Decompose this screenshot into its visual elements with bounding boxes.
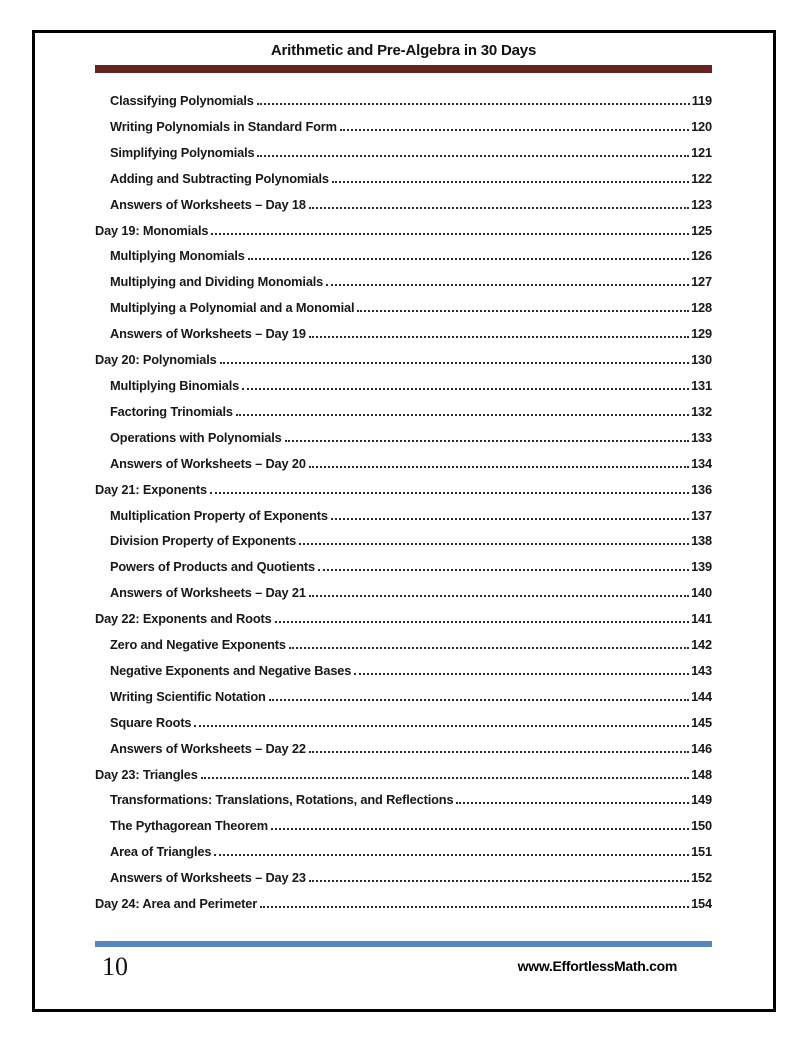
toc-leader-dots	[340, 129, 689, 131]
toc-entry	[95, 632, 712, 658]
toc-entry	[95, 373, 712, 399]
toc-leader-dots	[271, 828, 689, 830]
toc-entry	[95, 321, 712, 347]
toc-entry-label: Simplifying Polynomials	[110, 144, 255, 160]
toc-entry	[95, 399, 712, 425]
toc-entry	[95, 295, 712, 321]
toc-entry-label: Multiplying Binomials	[110, 377, 240, 393]
toc-entry	[95, 762, 712, 788]
toc-entry-page: 125	[691, 222, 712, 238]
toc-leader-dots	[456, 802, 689, 804]
toc-entry-page: 129	[691, 326, 712, 342]
toc-leader-dots	[332, 181, 689, 183]
toc-entry-page: 134	[691, 455, 712, 471]
toc-entry-page: 119	[691, 93, 712, 108]
toc-leader-dots	[299, 543, 689, 545]
toc-entry-label: Answers of Worksheets – Day 20	[110, 455, 306, 471]
toc-entry-label: Multiplying Monomials	[110, 248, 245, 264]
toc-entry-label: Day 19: Monomials	[95, 222, 209, 238]
toc-entry	[95, 243, 712, 269]
toc-entry-page: 149	[691, 792, 712, 808]
toc-leader-dots	[285, 440, 690, 442]
toc-entry-page: 131	[691, 377, 712, 393]
toc-leader-dots	[326, 284, 689, 286]
toc-leader-dots	[318, 569, 689, 571]
toc-leader-dots	[236, 414, 689, 416]
page-number: 10	[102, 952, 128, 981]
toc-entry	[95, 710, 712, 736]
toc-entry-label: Area of Triangles	[110, 844, 212, 860]
toc-entry-page: 133	[691, 429, 712, 445]
toc-entry-page: 145	[691, 714, 712, 730]
toc-entry	[95, 580, 712, 606]
toc-entry-label: Answers of Worksheets – Day 19	[110, 326, 306, 342]
toc-entry-label: Multiplying a Polynomial and a Monomial	[110, 300, 355, 316]
toc-entry-page: 136	[691, 481, 712, 497]
toc-leader-dots	[257, 103, 690, 105]
toc-entry-label: Powers of Products and Quotients	[110, 559, 315, 575]
toc-entry-label: Multiplying and Dividing Monomials	[110, 274, 324, 290]
toc-leader-dots	[309, 336, 689, 338]
toc-entry-label: Day 21: Exponents	[95, 481, 207, 497]
toc-entry	[95, 813, 712, 839]
toc-entry-label: Day 23: Triangles	[95, 766, 198, 782]
toc-entry-page: 139	[691, 559, 712, 575]
toc-entry	[95, 477, 712, 503]
toc-entry-label: Answers of Worksheets – Day 18	[110, 196, 306, 212]
toc-entry-label: The Pythagorean Theorem	[110, 818, 268, 834]
toc-entry-page: 150	[691, 818, 712, 834]
toc-entry	[95, 192, 712, 218]
toc-entry-label: Square Roots	[110, 714, 192, 730]
toc-entry-label: Answers of Worksheets – Day 23	[110, 870, 306, 886]
book-title: Arithmetic and Pre-Algebra in 30 Days	[270, 42, 537, 59]
toc-entry	[95, 658, 712, 684]
toc-leader-dots	[201, 777, 689, 779]
toc-leader-dots	[220, 362, 689, 364]
toc-entry-page: 143	[691, 662, 712, 678]
toc-leader-dots	[214, 854, 689, 856]
toc-leader-dots	[354, 673, 689, 675]
toc-entry	[95, 684, 712, 710]
toc-entry-page: 151	[691, 844, 712, 860]
footer-rule	[95, 941, 712, 947]
toc-entry-page: 154	[691, 896, 712, 912]
header-rule	[95, 65, 712, 73]
toc-entry-page: 141	[691, 611, 712, 627]
toc-leader-dots	[289, 647, 689, 649]
toc-entry	[95, 736, 712, 762]
toc-entry-label: Division Property of Exponents	[110, 533, 297, 549]
toc-entry	[95, 140, 712, 166]
toc-entry-page: 140	[691, 585, 712, 601]
toc-entry-page: 121	[691, 144, 712, 160]
toc-entry	[95, 606, 712, 632]
toc-entry	[95, 88, 712, 114]
toc-entry-label: Day 24: Area and Perimeter	[95, 896, 258, 912]
toc-entry-label: Classifying Polynomials	[110, 93, 254, 108]
page-content	[95, 33, 712, 1009]
page-footer	[95, 941, 712, 982]
toc-leader-dots	[309, 751, 689, 753]
toc-entry-label: Factoring Trinomials	[110, 403, 233, 419]
toc-entry	[95, 865, 712, 891]
toc-leader-dots	[309, 466, 689, 468]
toc-entry	[95, 269, 712, 295]
toc-entry-label: Day 22: Exponents and Roots	[95, 611, 272, 627]
toc-entry-label: Negative Exponents and Negative Bases	[110, 662, 352, 678]
toc-entry-page: 128	[691, 300, 712, 316]
website-text: www.EffortlessMath.com	[517, 958, 677, 974]
toc-leader-dots	[257, 155, 689, 157]
page-header	[95, 42, 712, 73]
toc-entry	[95, 503, 712, 529]
toc-entry	[95, 839, 712, 865]
toc-entry-label: Answers of Worksheets – Day 22	[110, 740, 306, 756]
toc-entry	[95, 891, 712, 917]
toc-entry-page: 120	[691, 118, 712, 134]
toc-entry-label: Transformations: Translations, Rotations, and Reflections	[110, 792, 454, 808]
toc-entry	[95, 554, 712, 580]
footer-row	[95, 952, 712, 982]
toc-leader-dots	[210, 492, 689, 494]
toc-entry	[95, 528, 712, 554]
toc-entry-page: 126	[691, 248, 712, 264]
toc-leader-dots	[331, 518, 689, 520]
toc-entry-page: 152	[691, 870, 712, 886]
toc-entry-label: Multiplication Property of Exponents	[110, 507, 328, 523]
toc-entry-page: 132	[691, 403, 712, 419]
toc-entry-label: Operations with Polynomials	[110, 429, 282, 445]
toc-leader-dots	[309, 207, 689, 209]
toc-leader-dots	[194, 725, 689, 727]
toc-leader-dots	[275, 621, 690, 623]
toc-leader-dots	[357, 310, 689, 312]
toc-entry-label: Adding and Subtracting Polynomials	[110, 170, 329, 186]
toc-entry-page: 137	[691, 507, 712, 523]
toc-entry	[95, 218, 712, 244]
toc-entry-page: 130	[691, 352, 712, 368]
toc-leader-dots	[248, 258, 689, 260]
toc-leader-dots	[309, 595, 689, 597]
toc-entry-page: 146	[691, 740, 712, 756]
toc-entry-page: 123	[691, 196, 712, 212]
toc-leader-dots	[309, 880, 689, 882]
toc-entry-label: Zero and Negative Exponents	[110, 637, 286, 653]
toc-entry-page: 142	[691, 637, 712, 653]
toc-entry-label: Writing Scientific Notation	[110, 688, 266, 704]
toc-entry	[95, 425, 712, 451]
toc-entry-page: 148	[691, 766, 712, 782]
toc-list	[95, 88, 712, 917]
toc-entry-label: Day 20: Polynomials	[95, 352, 217, 368]
toc-leader-dots	[260, 906, 689, 908]
toc-entry-page: 122	[691, 170, 712, 186]
toc-entry	[95, 787, 712, 813]
toc-entry	[95, 451, 712, 477]
toc-entry-label: Writing Polynomials in Standard Form	[110, 118, 337, 134]
toc-entry-page: 127	[691, 274, 712, 290]
toc-leader-dots	[211, 233, 689, 235]
toc-leader-dots	[269, 699, 689, 701]
toc-entry-page: 138	[691, 533, 712, 549]
toc-leader-dots	[242, 388, 689, 390]
toc-entry	[95, 166, 712, 192]
toc-entry	[95, 347, 712, 373]
page-border	[32, 30, 776, 1012]
toc-entry-page: 144	[691, 688, 712, 704]
toc-entry-label: Answers of Worksheets – Day 21	[110, 585, 306, 601]
toc-entry	[95, 114, 712, 140]
